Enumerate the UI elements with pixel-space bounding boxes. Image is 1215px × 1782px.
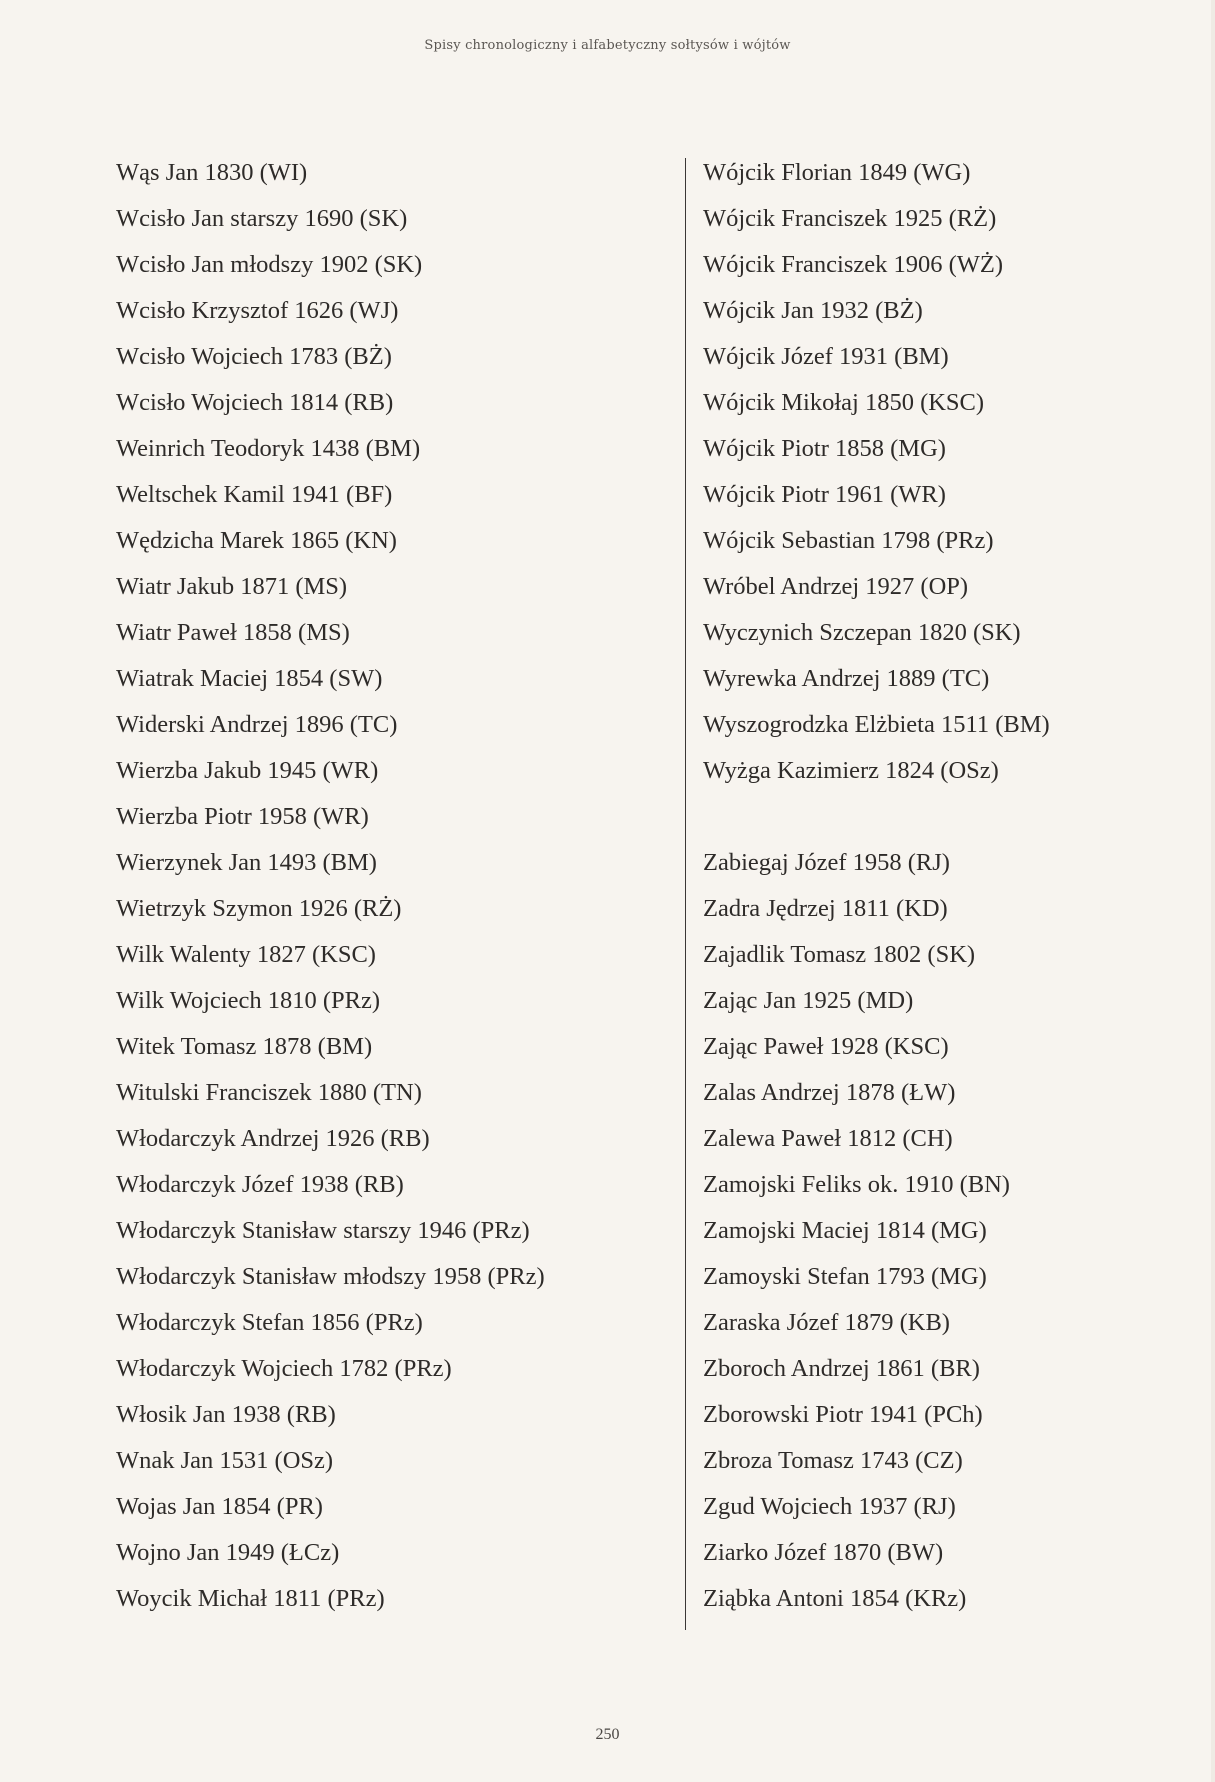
list-item: Zbroza Tomasz 1743 (CZ) — [703, 1447, 963, 1474]
list-item: Wyżga Kazimierz 1824 (OSz) — [703, 757, 999, 784]
list-item: Weinrich Teodoryk 1438 (BM) — [116, 435, 421, 462]
list-item: Wiatr Paweł 1858 (MS) — [116, 619, 350, 646]
list-item: Zboroch Andrzej 1861 (BR) — [703, 1355, 980, 1382]
list-item: Wiatr Jakub 1871 (MS) — [116, 573, 348, 600]
list-item: Zgud Wojciech 1937 (RJ) — [703, 1493, 956, 1520]
list-item: Włodarczyk Andrzej 1926 (RB) — [116, 1125, 430, 1152]
letter-section-gap — [703, 794, 1203, 840]
list-item: Wójcik Franciszek 1925 (RŻ) — [703, 205, 997, 232]
list-item: Woycik Michał 1811 (PRz) — [116, 1585, 385, 1612]
list-item: Zaraska Józef 1879 (KB) — [703, 1309, 950, 1336]
list-item: Zając Jan 1925 (MD) — [703, 987, 914, 1014]
list-item: Zalewa Paweł 1812 (CH) — [703, 1125, 953, 1152]
list-item: Wyszogrodzka Elżbieta 1511 (BM) — [703, 711, 1050, 738]
list-item: Włodarczyk Józef 1938 (RB) — [116, 1171, 404, 1198]
list-item: Zając Paweł 1928 (KSC) — [703, 1033, 949, 1060]
page-number: 250 — [595, 1726, 620, 1743]
list-item: Zadra Jędrzej 1811 (KD) — [703, 895, 948, 922]
list-item: Wilk Wojciech 1810 (PRz) — [116, 987, 380, 1014]
list-item: Wcisło Wojciech 1814 (RB) — [116, 389, 394, 416]
list-item: Wojas Jan 1854 (PR) — [116, 1493, 323, 1520]
list-item: Wietrzyk Szymon 1926 (RŻ) — [116, 895, 402, 922]
left-column-list — [116, 150, 676, 1622]
list-item: Zajadlik Tomasz 1802 (SK) — [703, 941, 976, 968]
list-item: Ziarko Józef 1870 (BW) — [703, 1539, 944, 1566]
list-item: Wójcik Jan 1932 (BŻ) — [703, 297, 923, 324]
list-item: Wójcik Sebastian 1798 (PRz) — [703, 527, 994, 554]
list-item: Wierzynek Jan 1493 (BM) — [116, 849, 377, 876]
list-item: Wcisło Jan młodszy 1902 (SK) — [116, 251, 423, 278]
page-edge — [1211, 0, 1215, 1782]
column-divider — [685, 158, 686, 1630]
list-item: Zamojski Maciej 1814 (MG) — [703, 1217, 987, 1244]
list-item: Wróbel Andrzej 1927 (OP) — [703, 573, 969, 600]
list-item: Wcisło Jan starszy 1690 (SK) — [116, 205, 408, 232]
list-item: Zabiegaj Józef 1958 (RJ) — [703, 849, 950, 876]
list-item: Zborowski Piotr 1941 (PCh) — [703, 1401, 983, 1428]
running-header: Spisy chronologiczny i alfabetyczny sołtysów i wójtów — [424, 38, 791, 53]
list-item: Włodarczyk Wojciech 1782 (PRz) — [116, 1355, 452, 1382]
list-item: Wyczynich Szczepan 1820 (SK) — [703, 619, 1021, 646]
list-item: Wójcik Mikołaj 1850 (KSC) — [703, 389, 985, 416]
list-item: Wierzba Piotr 1958 (WR) — [116, 803, 369, 830]
list-item: Ziąbka Antoni 1854 (KRz) — [703, 1585, 967, 1612]
list-item: Wójcik Piotr 1961 (WR) — [703, 481, 946, 508]
list-item: Zamoyski Stefan 1793 (MG) — [703, 1263, 987, 1290]
list-item: Witulski Franciszek 1880 (TN) — [116, 1079, 422, 1106]
list-item: Widerski Andrzej 1896 (TC) — [116, 711, 398, 738]
list-item: Wyrewka Andrzej 1889 (TC) — [703, 665, 990, 692]
list-item: Wójcik Florian 1849 (WG) — [703, 159, 971, 186]
list-item: Wędzicha Marek 1865 (KN) — [116, 527, 397, 554]
list-item: Weltschek Kamil 1941 (BF) — [116, 481, 393, 508]
list-item: Wilk Walenty 1827 (KSC) — [116, 941, 376, 968]
list-item: Zamojski Feliks ok. 1910 (BN) — [703, 1171, 1010, 1198]
list-item: Wójcik Józef 1931 (BM) — [703, 343, 949, 370]
list-item: Wąs Jan 1830 (WI) — [116, 159, 308, 186]
list-item: Włodarczyk Stanisław starszy 1946 (PRz) — [116, 1217, 530, 1244]
list-item: Włodarczyk Stefan 1856 (PRz) — [116, 1309, 423, 1336]
list-item: Witek Tomasz 1878 (BM) — [116, 1033, 373, 1060]
list-item: Wnak Jan 1531 (OSz) — [116, 1447, 334, 1474]
list-item: Włodarczyk Stanisław młodszy 1958 (PRz) — [116, 1263, 545, 1290]
list-item: Wójcik Piotr 1858 (MG) — [703, 435, 946, 462]
list-item: Włosik Jan 1938 (RB) — [116, 1401, 336, 1428]
right-column-list — [703, 150, 1203, 1622]
list-item: Wojno Jan 1949 (ŁCz) — [116, 1539, 340, 1566]
list-item: Wiatrak Maciej 1854 (SW) — [116, 665, 383, 692]
list-item: Wójcik Franciszek 1906 (WŻ) — [703, 251, 1004, 278]
list-item: Wierzba Jakub 1945 (WR) — [116, 757, 379, 784]
list-item: Wcisło Krzysztof 1626 (WJ) — [116, 297, 399, 324]
list-item: Wcisło Wojciech 1783 (BŻ) — [116, 343, 392, 370]
list-item: Zalas Andrzej 1878 (ŁW) — [703, 1079, 956, 1106]
